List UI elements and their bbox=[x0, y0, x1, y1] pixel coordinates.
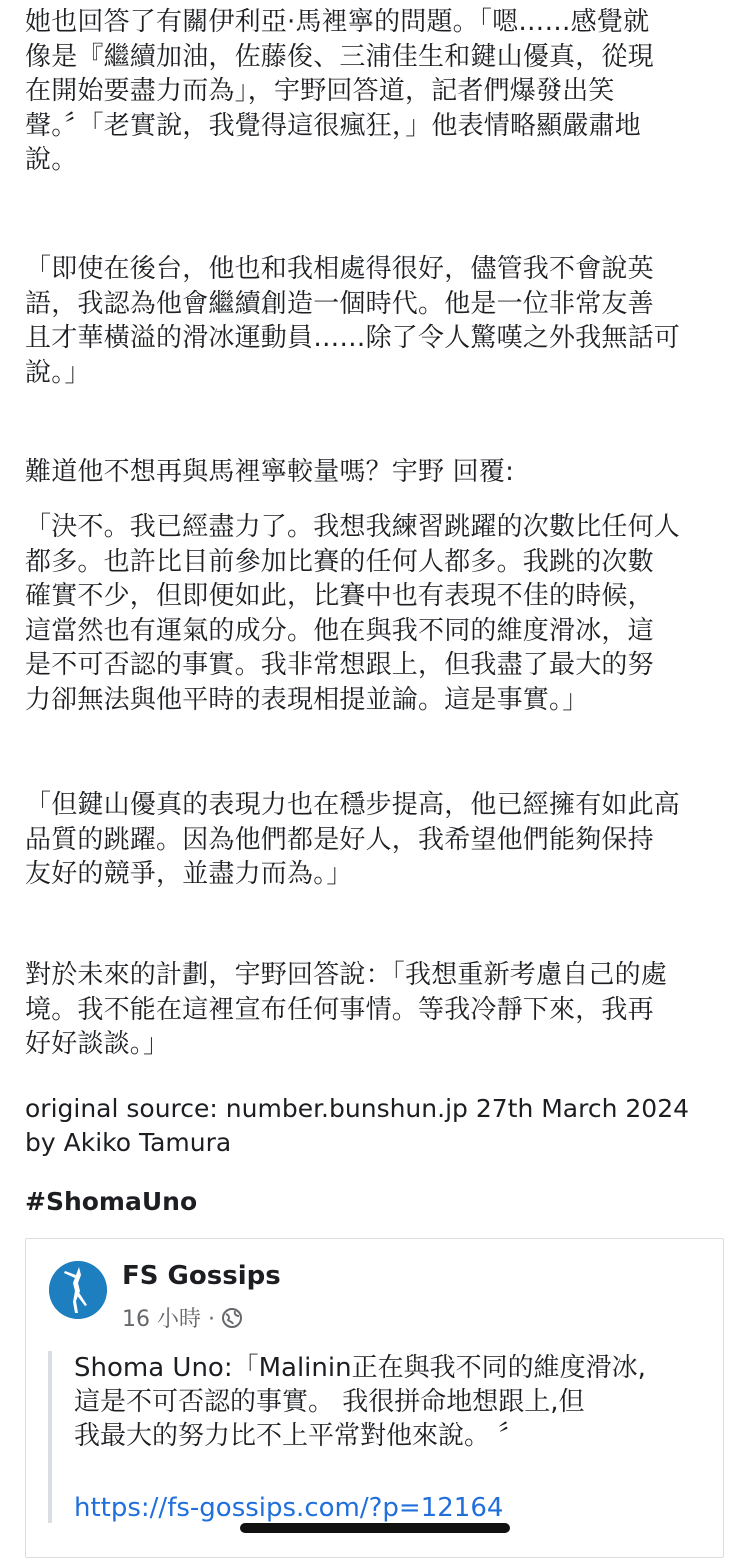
article-link[interactable]: https://fs-gossips.com/?p=12164 bbox=[74, 1493, 504, 1523]
post-paragraph: 「決不。我已經盡力了。我想我練習跳躍的次數比任何人 都多。也許比目前參加比賽的任何人都多。我跳的次數 確實不少，但即便如此，比賽中也有表現不佳的時候， 這當然也有運氣的成分。他在與我不同的維度滑冰，這 是不可否認的事實。我非常想跟上，但我盡了最大的努 力卻無法與他平時的表現相提並論。這是事實。」 bbox=[25, 512, 681, 715]
globe-icon bbox=[221, 1307, 243, 1329]
skater-logo-icon bbox=[49, 1261, 107, 1319]
home-indicator bbox=[240, 1523, 510, 1533]
post-paragraph: 「即使在後台，他也和我相處得很好，儘管我不會說英 語，我認為他會繼續創造一個時代。他是一位非常友善 且才華橫溢的滑冰運動員……除了令人驚嘆之外我無話可 說。」 bbox=[25, 254, 681, 388]
post-paragraph: 「但鍵山優真的表現力也在穩步提高，他已經擁有如此高 品質的跳躍。因為他們都是好人，我希望他們能夠保持 友好的競爭，並盡力而為。」 bbox=[25, 790, 681, 889]
post-meta bbox=[122, 1302, 243, 1333]
hashtag-link[interactable]: #ShomaUno bbox=[25, 1187, 198, 1216]
post-time[interactable]: 16 小時 · bbox=[122, 1307, 215, 1332]
page-name[interactable]: FS Gossips bbox=[122, 1261, 281, 1291]
post-paragraph: 對於未來的計劃，宇野回答說：「我想重新考慮自己的處 境。我不能在這裡宣布任何事情。等我冷靜下來，我再 好好談談。」 bbox=[25, 960, 668, 1059]
shared-post-card[interactable] bbox=[25, 1238, 724, 1558]
post-paragraph: 難道他不想再與馬裡寧較量嗎？宇野 回覆: bbox=[25, 457, 515, 487]
source-credit: original source: number.bunshun.jp 27th March 2024 by Akiko Tamura bbox=[25, 1094, 690, 1157]
quote-text: Shoma Uno:「Malinin正在與我不同的維度滑冰, 這是不可否認的事實。 我很拼命地想跟上,但 我最大的努力比不上平常對他來說。 〞 bbox=[74, 1353, 646, 1451]
quoted-text-block bbox=[48, 1351, 703, 1523]
post-paragraph: 她也回答了有關伊利亞·馬裡寧的問題。「嗯……感覺就 像是『繼續加油，佐藤俊、三浦佳生和鍵山優真，從現 在開始要盡力而為」，宇野回答道，記者們爆發出笑 聲。〞「老實說，我覺得這很瘋狂，」他表情略顯嚴肅地 說。 bbox=[25, 7, 654, 175]
avatar[interactable] bbox=[49, 1261, 107, 1319]
